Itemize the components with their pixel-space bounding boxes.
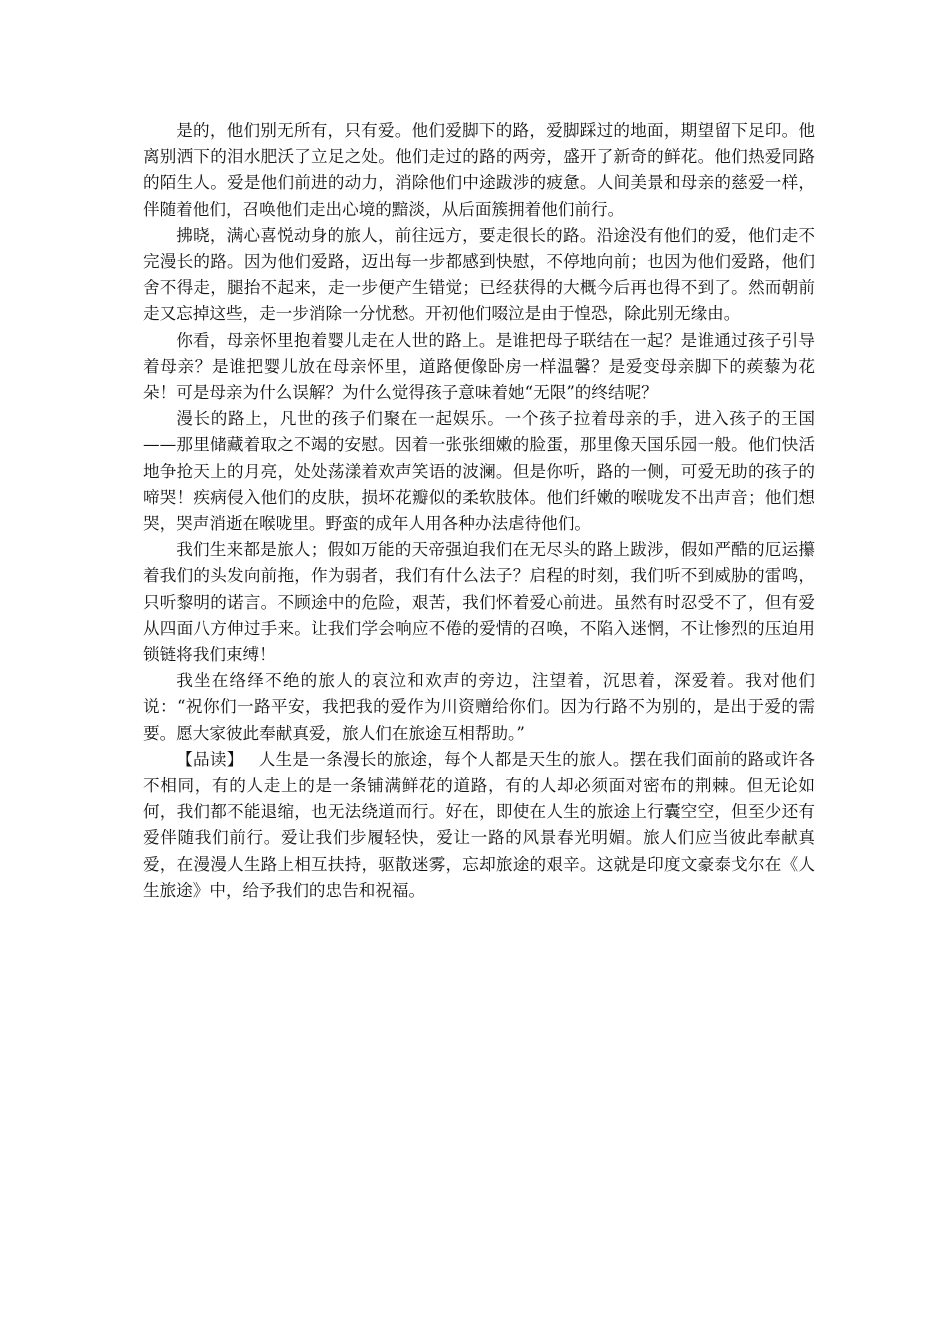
- paragraph-1: 是的，他们别无所有，只有爱。他们爱脚下的路，爱脚踩过的地面，期望留下足印。他离别洒下的泪水肥沃了立足之处。他们走过的路的两旁，盛开了新奇的鲜花。他们热爱同路的陌生人。爱是他们前进的动力，消除他们中途跋涉的疲惫。人间美景和母亲的慈爱一样，伴随着他们，召唤他们走出心境的黯淡，从后面簇拥着他们前行。: [143, 121, 815, 219]
- paragraph-6: 我坐在络绎不绝的旅人的哀泣和欢声的旁边，注望着，沉思着，深爱着。我对他们说：“祝你们一路平安，我把我的爱作为川资赠给你们。因为行路不为别的，是出于爱的需要。愿大家彼此奉献真爱，旅人们在旅途互相帮助。”: [143, 671, 815, 743]
- document-body: [143, 118, 815, 904]
- paragraph-5: 我们生来都是旅人；假如万能的天帝强迫我们在无尽头的路上跋涉，假如严酷的厄运攥着我们的头发向前拖，作为弱者，我们有什么法子？启程的时刻，我们听不到威胁的雷鸣，只听黎明的诺言。不顾途中的危险，艰苦，我们怀着爱心前进。虽然有时忍受不了，但有爱从四面八方伸过手来。让我们学会响应不倦的爱情的召唤，不陷入迷惘，不让惨烈的压迫用锁链将我们束缚！: [143, 540, 815, 665]
- review-paragraph: [143, 747, 815, 904]
- paragraph-2: 拂晓，满心喜悦动身的旅人，前往远方，要走很长的路。沿途没有他们的爱，他们走不完漫长的路。因为他们爱路，迈出每一步都感到快慰，不停地向前；也因为他们爱路，他们舍不得走，腿抬不起来，走一步便产生错觉；已经获得的大概今后再也得不到了。然而朝前走又忘掉这些，走一步消除一分忧愁。开初他们啜泣是由于惶恐，除此别无缘由。: [143, 225, 815, 324]
- paragraph-4: 漫长的路上，凡世的孩子们聚在一起娱乐。一个孩子拉着母亲的手，进入孩子的王国——那里储藏着取之不竭的安慰。因着一张张细嫩的脸蛋，那里像天国乐园一般。他们快活地争抢天上的月亮，处处荡漾着欢声笑语的波澜。但是你听，路的一侧，可爱无助的孩子的啼哭！疾病侵入他们的皮肤，损坏花瓣似的柔软肢体。他们纤嫩的喉咙发不出声音；他们想哭，哭声消逝在喉咙里。野蛮的成年人用各种办法虐待他们。: [143, 409, 815, 534]
- paragraph-3: 你看，母亲怀里抱着婴儿走在人世的路上。是谁把母子联结在一起？是谁通过孩子引导着母亲？是谁把婴儿放在母亲怀里，道路便像卧房一样温馨？是爱变母亲脚下的蒺藜为花朵！可是母亲为什么误解？为什么觉得孩子意味着她“无限”的终结呢？: [143, 330, 815, 403]
- review-label: 【品读】: [176, 749, 244, 769]
- review-text: 人生是一条漫长的旅途，每个人都是天生的旅人。摆在我们面前的路或许各不相同，有的人走上的是一条铺满鲜花的道路，有的人却必须面对密布的荆棘。但无论如何，我们都不能退缩，也无法绕道而行。好在，即使在人生的旅途上行囊空空，但至少还有爱伴随我们前行。爱让我们步履轻快，爱让一路的风景春光明媚。旅人们应当彼此奉献真爱，在漫漫人生路上相互扶持，驱散迷雾，忘却旅途的艰辛。这就是印度文豪泰戈尔在《人生旅途》中，给予我们的忠告和祝福。: [143, 749, 816, 900]
